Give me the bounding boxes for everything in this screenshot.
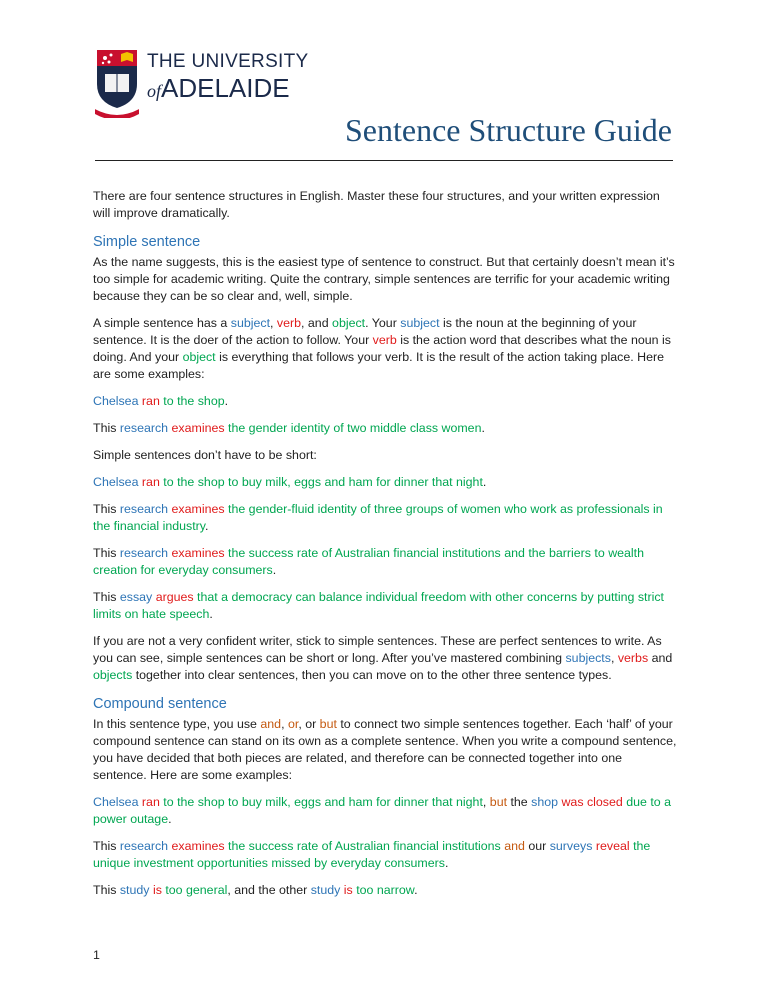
university-of: of	[147, 81, 162, 101]
simple-example-4: This research examines the gender-fluid identity of three groups of women who work as professionals in the financial industry.	[93, 502, 663, 533]
compound-example-2: This research examines the success rate of Australian financial institutions and our surveys reveal the unique investment opportunities missed by everyday consumers.	[93, 839, 651, 870]
simple-example-5: This research examines the success rate of Australian financial institutions and the barriers to wealth creation for everyday consumers.	[93, 546, 645, 577]
simple-example-3: Chelsea ran to the shop to buy milk, eggs and ham for dinner that night.	[93, 475, 487, 489]
university-name-line2	[147, 73, 290, 104]
intro-paragraph: There are four sentence structures in English. Master these four structures, and your written expression will improve dramatically.	[93, 189, 660, 220]
title-divider	[95, 160, 673, 161]
university-crest-icon	[95, 48, 139, 118]
document-body	[93, 188, 678, 909]
simple-sentence-heading: Simple sentence	[93, 234, 201, 250]
simple-paragraph-2: A simple sentence has a subject, verb, and object. Your subject is the noun at the beginning of your sentence. It is the doer of the action to follow. Your verb is the action word that describes what the noun is doing. And your object is everything that follows your verb. It is the result of the action taking place. Here are some examples:	[93, 316, 671, 381]
compound-paragraph-1: In this sentence type, you use and, or, or but to connect two simple sentences together. Each ‘half’ of your compound sentence can stand on its own as a complete sentence. When you write a compound sentence, you have decided that both pieces are related, and therefore can be connected together into one sentence. Here are some examples:	[93, 717, 677, 782]
compound-example-1: Chelsea ran to the shop to buy milk, eggs and ham for dinner that night, but the shop was closed due to a power outage.	[93, 795, 672, 826]
short-note: Simple sentences don’t have to be short:	[93, 448, 317, 462]
compound-example-3: This study is too general, and the other study is too narrow.	[93, 883, 418, 897]
simple-example-2: This research examines the gender identity of two middle class women.	[93, 421, 485, 435]
university-name-line1: THE UNIVERSITY	[147, 51, 309, 72]
simple-paragraph-3: If you are not a very confident writer, stick to simple sentences. These are perfect sentences to write. As you can see, simple sentences can be short or long. After you’ve mastered combining subjects, verbs and objects together into clear sentences, then you can move on to the other three sentence types.	[93, 634, 673, 682]
simple-paragraph-1: As the name suggests, this is the easiest type of sentence to construct. But that certainly doesn’t mean it’s too simple for academic writing. Quite the contrary, simple sentences are terrific for your academic writing because they can be so clear and, well, simple.	[93, 255, 675, 303]
document-title: Sentence Structure Guide	[345, 112, 672, 148]
simple-example-1: Chelsea ran to the shop.	[93, 394, 229, 408]
compound-sentence-heading: Compound sentence	[93, 696, 227, 712]
university-adelaide: ADELAIDE	[161, 73, 290, 103]
university-logo	[95, 48, 309, 118]
page-number: 1	[93, 948, 100, 962]
simple-example-6: This essay argues that a democracy can balance individual freedom with other concerns by putting strict limits on hate speech.	[93, 590, 664, 621]
